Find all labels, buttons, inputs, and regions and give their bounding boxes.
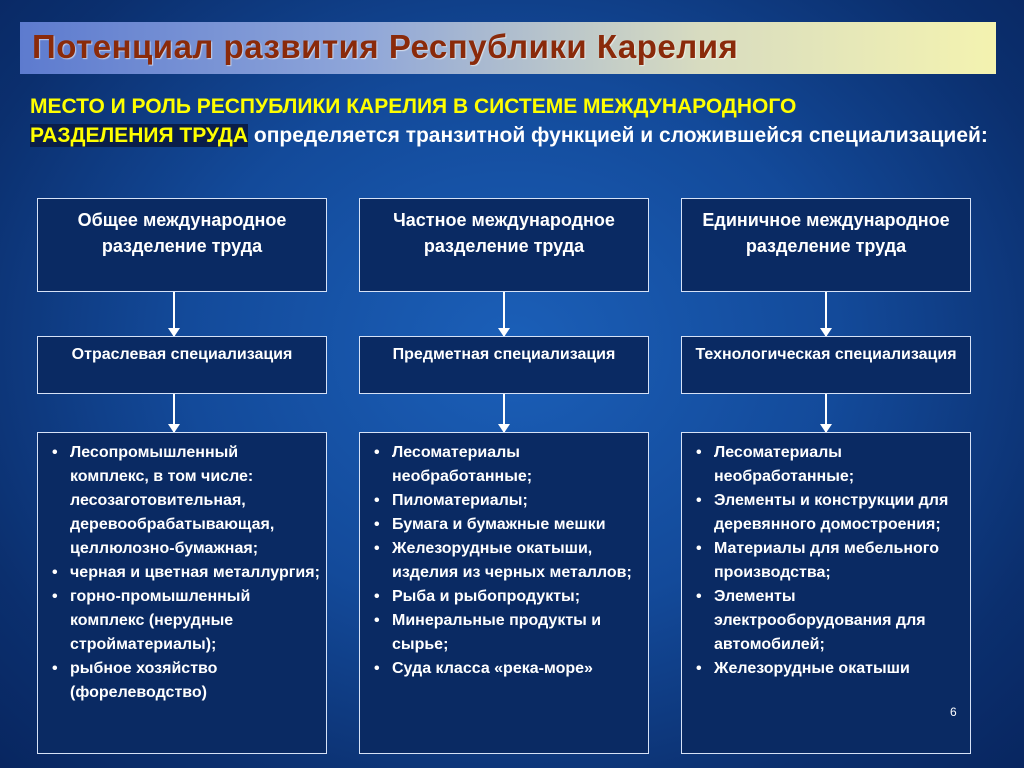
- list-item: • черная и цветная металлургия;: [52, 564, 320, 581]
- list-item: • рыбное хозяйство (форелеводство): [52, 660, 218, 701]
- arrow-down: [825, 394, 827, 432]
- top-box-particular: Частное международное разделение труда: [359, 198, 649, 292]
- arrow-down: [503, 292, 505, 336]
- mid-box-sectoral: Отраслевая специализация: [37, 336, 327, 394]
- list-item: • Железорудные окатыши, изделия из черных металлов;: [374, 540, 632, 581]
- list-box-technological: [681, 432, 971, 754]
- list-item: • Суда класса «река-море»: [374, 660, 593, 677]
- intro-highlight-2: РАЗДЕЛЕНИЯ ТРУДА: [30, 124, 249, 147]
- list-item: • Лесоматериалы необработанные;: [374, 444, 533, 485]
- list-item: • Минеральные продукты и сырье;: [374, 612, 602, 653]
- list-item: • Бумага и бумажные мешки: [374, 516, 606, 533]
- title-bar: [20, 22, 996, 74]
- mid-box-technological: Технологическая специализация: [681, 336, 971, 394]
- intro-text: [30, 92, 990, 150]
- item-list: [694, 441, 964, 681]
- page-number: 6: [950, 705, 957, 719]
- intro-highlight-1: МЕСТО И РОЛЬ РЕСПУБЛИКИ КАРЕЛИЯ В СИСТЕМЕ МЕЖДУНАРОДНОГО: [30, 95, 797, 118]
- item-list: [372, 441, 642, 681]
- list-item: • Элементы и конструкции для деревянного домостроения;: [696, 492, 949, 533]
- top-box-general: Общее международное разделение труда: [37, 198, 327, 292]
- intro-rest: определяется транзитной функцией и сложившейся специализацией:: [248, 124, 988, 147]
- list-item: • горно-промышленный комплекс (нерудные стройматериалы);: [52, 588, 251, 653]
- list-item: • Пиломатериалы;: [374, 492, 528, 509]
- slide-title: Потенциал развития Республики Карелия: [32, 28, 739, 65]
- arrow-down: [503, 394, 505, 432]
- list-item: • Рыба и рыбопродукты;: [374, 588, 581, 605]
- list-item: • Лесопромышленный комплекс, в том числе: лесозаготовительная, деревообрабатывающая, целлюлозно-бумажная;: [52, 444, 275, 557]
- arrow-down: [825, 292, 827, 336]
- list-box-sectoral: [37, 432, 327, 754]
- list-item: • Лесоматериалы необработанные;: [696, 444, 855, 485]
- list-item: • Железорудные окатыши: [696, 660, 910, 677]
- list-item: • Элементы электрооборудования для автомобилей;: [696, 588, 926, 653]
- list-item: • Материалы для мебельного производства;: [696, 540, 940, 581]
- item-list: [50, 441, 320, 705]
- list-box-subject: [359, 432, 649, 754]
- arrow-down: [173, 394, 175, 432]
- top-box-single: Единичное международное разделение труда: [681, 198, 971, 292]
- mid-box-subject: Предметная специализация: [359, 336, 649, 394]
- arrow-down: [173, 292, 175, 336]
